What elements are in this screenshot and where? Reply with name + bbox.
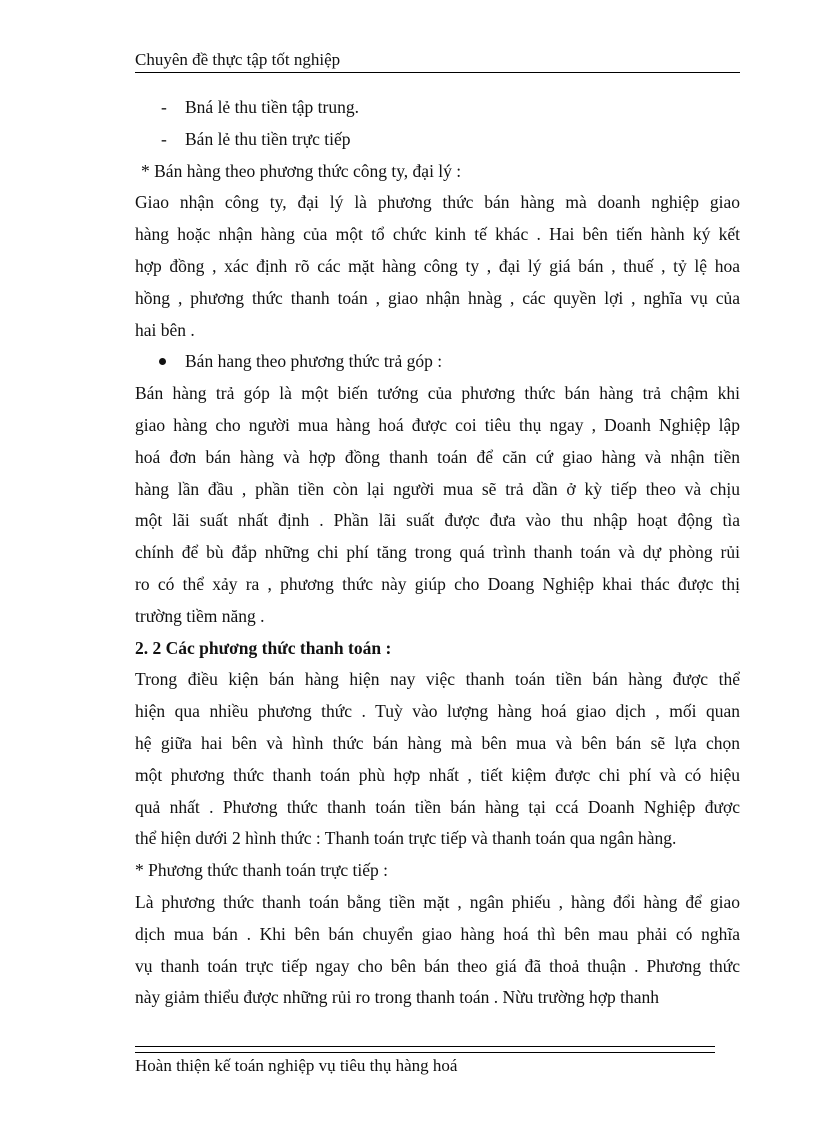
header-title: Chuyên đề thực tập tốt nghiệp	[135, 50, 341, 69]
section-heading-installment: Bán hang theo phương thức trả góp :	[185, 351, 443, 372]
paragraph-line: dịch mua bán . Khi bên bán chuyển giao hàng hoá thì bên mau phải có nghĩa	[135, 923, 740, 944]
paragraph-line: hồng , phương thức thanh toán , giao nhận hnàg , các quyền lợi , nghĩa vụ của	[135, 287, 740, 308]
document-body	[135, 92, 740, 1014]
paragraph-line: vụ thanh toán trực tiếp ngay cho bên bán theo giá đã thoả thuận . Phương thức	[135, 955, 740, 976]
paragraph-line: Bán hàng trả góp là một biến tướng của phương thức bán hàng trả chậm khi	[135, 383, 740, 404]
dash-marker: -	[161, 128, 167, 149]
footer-title: Hoàn thiện kế toán nghiệp vụ tiêu thụ hàng hoá	[135, 1056, 458, 1075]
paragraph-line: Trong điều kiện bán hàng hiện nay việc thanh toán tiền bán hàng được thể	[135, 669, 740, 690]
paragraph-line: giao hàng cho người mua hàng hoá được coi tiêu thụ ngay , Doanh Nghiệp lập	[135, 414, 740, 435]
paragraph-line: trường tiềm năng .	[135, 605, 265, 626]
dash-marker: -	[161, 97, 167, 117]
paragraph-line: chính để bù đắp những chi phí tăng trong quá trình thanh toán và dự phòng rủi	[135, 542, 740, 563]
paragraph-line: hiện qua nhiều phương thức . Tuỳ vào lượng hàng hoá giao dịch , mối quan	[135, 701, 740, 722]
paragraph-line: một lãi suất nhất định . Phần lãi suất được đưa vào thu nhập hoạt động tìa	[135, 510, 740, 531]
dash-list-item	[135, 92, 740, 124]
dash-item-text: Bná lẻ thu tiền tập trung.	[185, 97, 359, 117]
section-heading-agency: * Bán hàng theo phương thức công ty, đại lý :	[141, 160, 462, 181]
footer-double-rule	[135, 1046, 715, 1053]
paragraph-line: hoá đơn bán hàng và hợp đồng thanh toán để căn cứ giao hàng và nhận tiền	[135, 446, 740, 467]
paragraph-line: hợp đồng , xác định rõ các mặt hàng công ty , đại lý giá bán , thuế , tỷ lệ hoa	[135, 255, 740, 276]
paragraph-line: Là phương thức thanh toán bằng tiền mặt , ngân phiếu , hàng đổi hàng để giao	[135, 891, 740, 912]
section-heading-direct: * Phương thức thanh toán trực tiếp :	[135, 860, 389, 881]
paragraph-line: ro có thể xảy ra , phương thức này giúp cho Doang Nghiệp khai thác được thị	[135, 573, 740, 594]
paragraph-line: hàng lần đầu , phần tiền còn lại người mua sẽ trả dần ở kỳ tiếp theo và chịu	[135, 478, 740, 499]
page-header	[135, 50, 740, 73]
paragraph-line: thể hiện dưới 2 hình thức : Thanh toán trực tiếp và thanh toán qua ngân hàng.	[135, 828, 677, 849]
paragraph-line: quả nhất . Phương thức thanh toán tiền bán hàng tại ccá Doanh Nghiệp được	[135, 796, 740, 817]
paragraph-line: Giao nhận công ty, đại lý là phương thức bán hàng mà doanh nghiệp giao	[135, 192, 740, 213]
paragraph-line: hai bên .	[135, 319, 195, 340]
bullet-list-item	[135, 346, 740, 378]
paragraph-line: hàng hoặc nhận hàng của một tổ chức kinh tế khác . Hai bên tiến hành ký kết	[135, 224, 740, 245]
bullet-dot-icon	[159, 358, 166, 365]
paragraph-line: này giảm thiểu được những rủi ro trong thanh toán . Nừu trường hợp thanh	[135, 987, 660, 1008]
paragraph-line: hệ giữa hai bên và hình thức bán hàng mà bên mua và bên bán sẽ lựa chọn	[135, 732, 740, 753]
dash-list-item	[135, 124, 740, 156]
section-heading-payment: 2. 2 Các phương thức thanh toán :	[135, 637, 392, 658]
dash-item-text: Bán lẻ thu tiền trực tiếp	[185, 128, 351, 149]
paragraph-line: một phương thức thanh toán phù hợp nhất , tiết kiệm được chi phí và có hiệu	[135, 764, 740, 785]
